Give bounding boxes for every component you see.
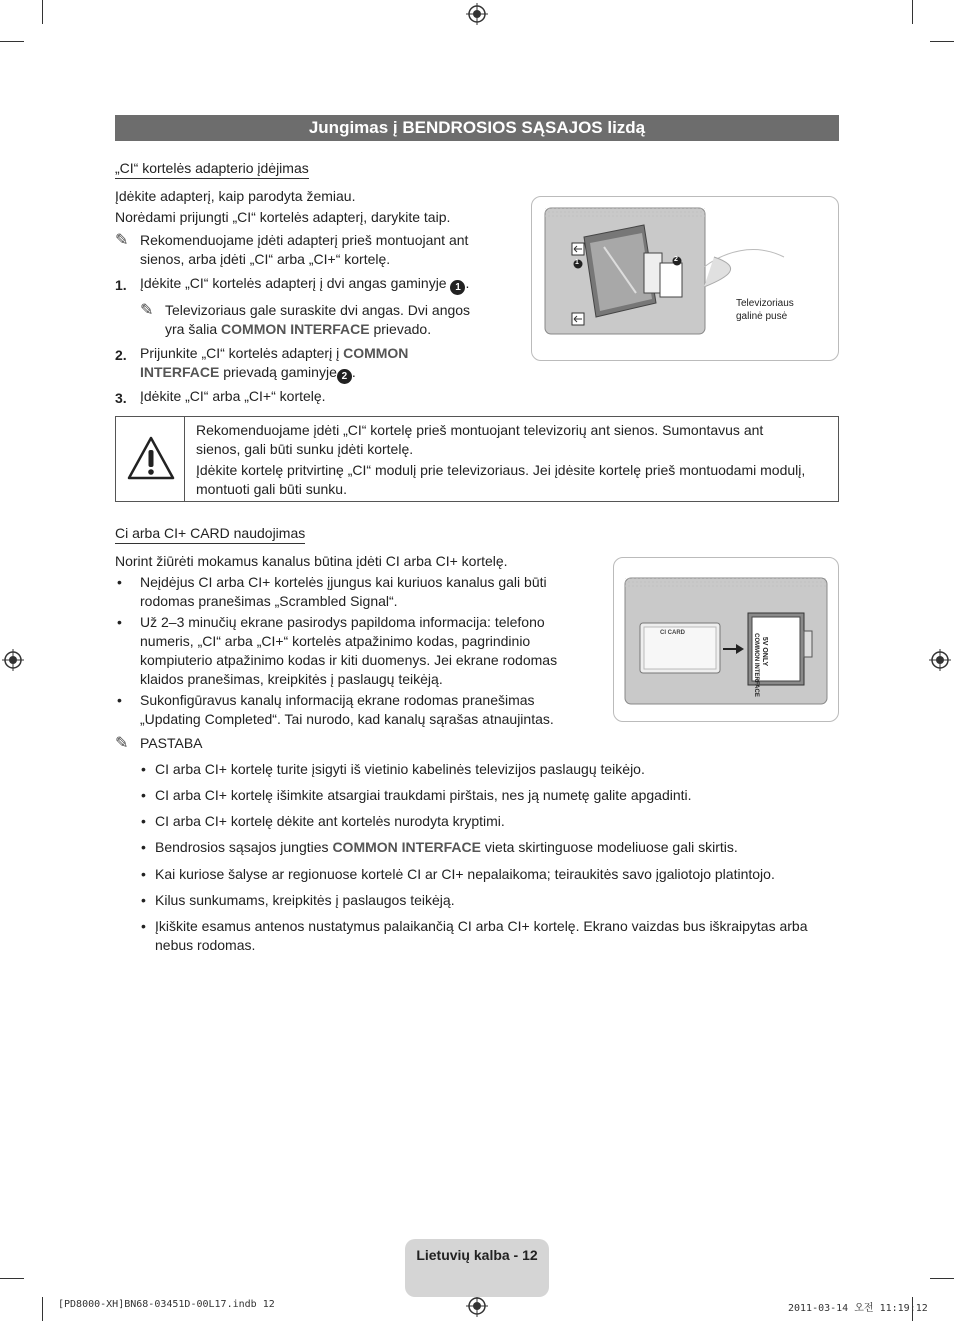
bullet-dot: •: [117, 614, 122, 630]
print-timestamp: 2011-03-14 오전 11:19:12: [788, 1303, 928, 1314]
card-bullet1-line1: Neįdėjus CI arba CI+ kortelės įjungus kai kuriuos kanalus gali būti: [140, 574, 547, 590]
card-bullet2-line2: numeris, „CI“ arba „CI+“ kortelės atpažinimo kodas, pagrindinio: [140, 633, 531, 649]
adapter-intro1: Įdėkite adapterį, kaip parodyta žemiau.: [115, 188, 356, 204]
common-interface-term: COMMON INTERFACE: [332, 839, 481, 855]
step2-line1: [140, 344, 408, 364]
note-item-7-line2: nebus rodomas.: [155, 937, 256, 953]
registration-mark-icon: [929, 649, 951, 671]
ci-card-figure: [613, 557, 839, 722]
adapter-intro2: Norėdami prijungti „CI“ kortelės adapterį, darykite taip.: [115, 209, 451, 225]
bullet-dot: •: [141, 866, 146, 882]
common-interface-port-label: COMMON INTERFACE: [752, 633, 759, 697]
step1-note-line1: Televizoriaus gale suraskite dvi angas. Dvi angos: [165, 302, 471, 318]
warning-line3: Įdėkite kortelę pritvirtinę „CI“ modulį prie televizoriaus. Jei įdėsite kortelę prieš montuodami modulį,: [196, 462, 806, 478]
step2-number: 2.: [115, 347, 127, 363]
crop-mark: [930, 1278, 954, 1279]
adapter-figure: [531, 196, 839, 361]
warning-line1: Rekomenduojame įdėti „CI“ kortelę prieš montuojant televizorių ant sienos. Sumontavus ant: [196, 422, 764, 438]
card-bullet1-line2: rodomas pranešimas „Scrambled Signal“.: [140, 593, 398, 609]
registration-mark-icon: [466, 3, 488, 25]
note-item-7-line1: Įkiškite esamus antenos nustatymus palaikančią CI arba CI+ kortelę. Ekrano vaizdas bus iškraipytas arba: [155, 918, 808, 934]
interface-term: INTERFACE: [140, 364, 220, 380]
step1-note-post: prievado.: [373, 321, 432, 337]
step1-number: 1.: [115, 277, 127, 293]
bullet-dot: •: [141, 918, 146, 934]
tv-back-label-line1: Televizoriaus: [736, 298, 794, 309]
note-item-5: Kai kuriose šalyse ar regionuose kortelė CI ar CI+ nepalaikoma; teiraukitės savo įgaliotojo platintojo.: [155, 866, 775, 882]
note-item-2: CI arba CI+ kortelę išimkite atsargiai traukdami pirštais, nes ją numetę galite apgadinti.: [155, 787, 692, 803]
warning-divider: [184, 417, 185, 501]
registration-mark-icon: [2, 649, 24, 671]
bullet-dot: •: [117, 574, 122, 590]
figure-marker-2: 2: [674, 256, 678, 263]
registration-mark-icon: [466, 1295, 488, 1317]
card-bullet2-line4: klaidos pranešimas, kreipkitės į paslaugų teikėją.: [140, 671, 443, 687]
step2-marker: 2: [337, 369, 352, 384]
bullet-dot: •: [141, 839, 146, 855]
common-interface-term: COMMON INTERFACE: [221, 321, 370, 337]
five-volt-label: 5V ONLY: [761, 636, 769, 667]
bullet-dot: •: [117, 692, 122, 708]
card-bullet3-line2: „Updating Completed“. Tai nurodo, kad kanalų sąrašas atnaujintas.: [140, 711, 554, 727]
crop-mark: [930, 41, 954, 42]
card-bullet3-line1: Sukonfigūravus kanalų informaciją ekrane rodomas pranešimas: [140, 692, 535, 708]
step1-marker: 1: [450, 280, 465, 295]
step1-note-line2: [165, 320, 431, 340]
warning-line2: sienos, gali būti sunku įdėti kortelę.: [196, 441, 414, 457]
warning-triangle-icon: [126, 435, 176, 481]
pencil-note-icon: ✎: [115, 735, 129, 752]
note-item-1: CI arba CI+ kortelę turite įsigyti iš vietinio kabelinės televizijos paslaugų teikėjo.: [155, 761, 645, 777]
warning-box: [115, 416, 839, 502]
common-term: COMMON: [343, 345, 409, 361]
crop-mark: [0, 1278, 24, 1279]
bullet-dot: •: [141, 787, 146, 803]
adapter-note1-line1: Rekomenduojame įdėti adapterį prieš montuojant ant: [140, 232, 469, 248]
crop-mark: [42, 1297, 43, 1321]
note4-post: vieta skirtinguose modeliuose gali skirtis.: [484, 839, 738, 855]
step3-number: 3.: [115, 390, 127, 406]
adapter-note1-line2: sienos, arba įdėti „CI“ arba „CI+“ kortelę.: [140, 251, 391, 267]
page-number-tab: [405, 1239, 549, 1297]
note-item-6: Kilus sunkumams, kreipkitės į paslaugos teikėją.: [155, 892, 455, 908]
warning-line4: montuoti gali būti sunku.: [196, 481, 347, 497]
crop-mark: [912, 0, 913, 24]
file-info: [PD8000-XH]BN68-03451D-00L17.indb 12: [58, 1299, 275, 1310]
card-heading: Ci arba CI+ CARD naudojimas: [115, 525, 305, 544]
adapter-heading: „CI“ kortelės adapterio įdėjimas: [115, 160, 309, 179]
ci-card-label: CI CARD: [660, 630, 685, 636]
step2-pre: Prijunkite „CI“ kortelės adapterį į: [140, 345, 340, 361]
section-title: Jungimas į BENDROSIOS SĄSAJOS lizdą: [115, 115, 839, 141]
page-number: Lietuvių kalba - 12: [416, 1247, 538, 1263]
step3-text: Įdėkite „CI“ arba „CI+“ kortelę.: [140, 388, 326, 404]
step2-line2: INTERFACE prievadą gaminyje 2 .: [140, 364, 356, 382]
step2-post: prievadą gaminyje: [223, 364, 337, 380]
card-bullet2-line1: Už 2–3 minučių ekrane pasirodys papildoma informacija: telefono: [140, 614, 545, 630]
note-item-3: CI arba CI+ kortelę dėkite ant kortelės nurodyta kryptimi.: [155, 813, 505, 829]
step1-note-pre: yra šalia: [165, 321, 218, 337]
bullet-dot: •: [141, 761, 146, 777]
pencil-note-icon: ✎: [140, 302, 154, 319]
bullet-dot: •: [141, 892, 146, 908]
card-bullet2-line3: kompiuterio atpažinimo kodas ir kiti duomenys. Jei ekrane rodomas: [140, 652, 558, 668]
tv-back-label-line2: galinė pusė: [736, 311, 788, 322]
ci-card-illustration: [624, 577, 828, 705]
pencil-note-icon: ✎: [115, 232, 129, 249]
bullet-dot: •: [141, 813, 146, 829]
step1-label: Įdėkite „CI“ kortelės adapterį į dvi angas gaminyje: [140, 275, 447, 291]
step1-text: Įdėkite „CI“ kortelės adapterį į dvi angas gaminyje 1 .: [140, 275, 470, 293]
crop-mark: [42, 0, 43, 24]
note4-pre: Bendrosios sąsajos jungties: [155, 839, 329, 855]
note-item-4: [155, 838, 738, 858]
figure-marker-1: 1: [575, 259, 579, 266]
note-label: PASTABA: [140, 735, 203, 751]
card-intro: Norint žiūrėti mokamus kanalus būtina įdėti CI arba CI+ kortelę.: [115, 553, 508, 569]
crop-mark: [0, 41, 24, 42]
tv-back-label: [736, 297, 794, 323]
